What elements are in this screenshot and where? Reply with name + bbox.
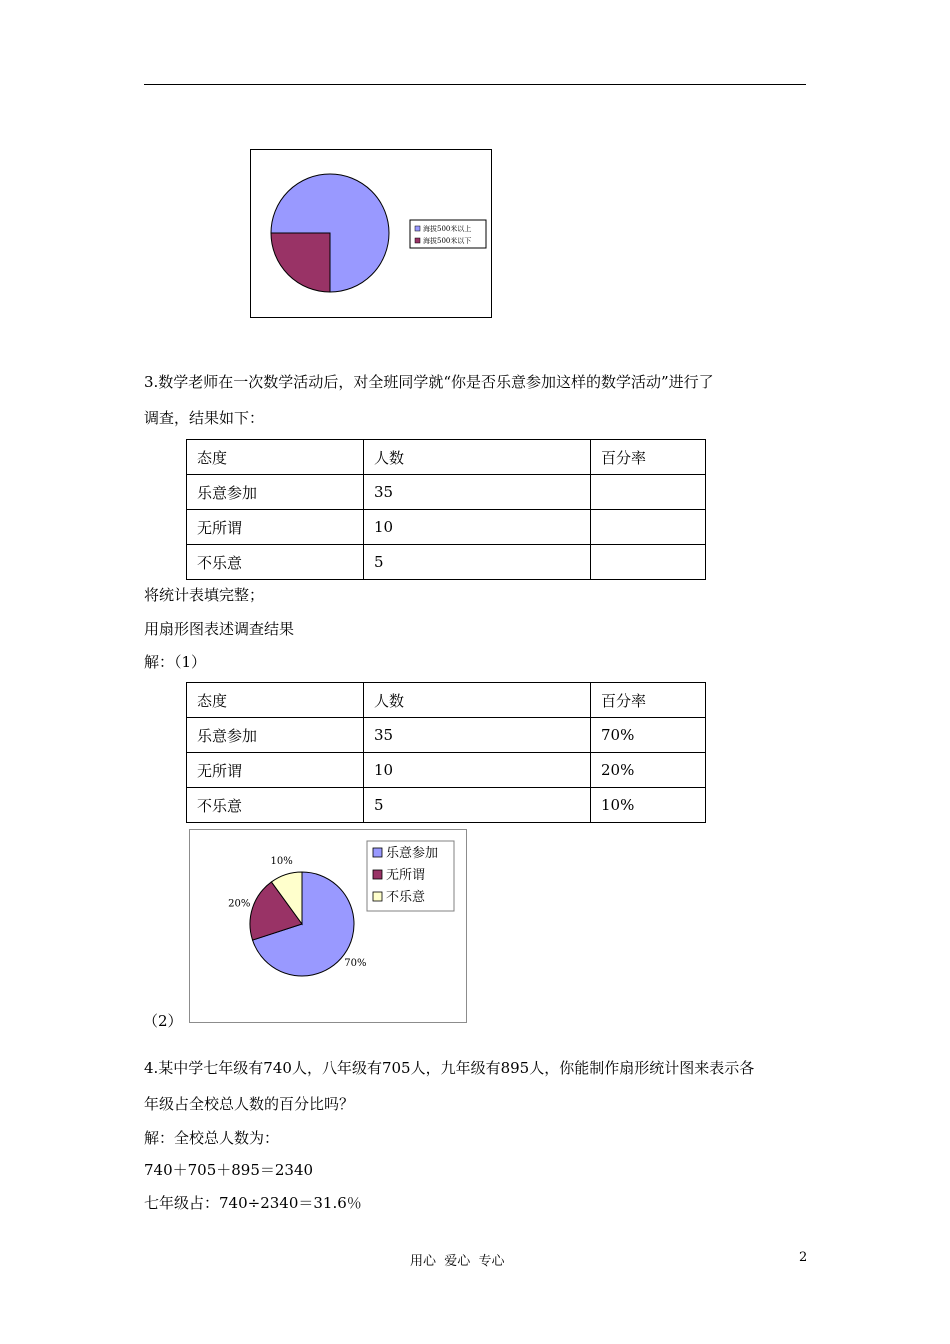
table-row xyxy=(187,718,706,753)
table-row xyxy=(187,510,706,545)
table-cell: 10% xyxy=(591,788,706,823)
legend-swatch xyxy=(373,892,382,901)
pie-slice-below-500 xyxy=(271,233,330,292)
legend-swatch xyxy=(415,238,420,243)
table-header-row xyxy=(187,683,706,718)
table-header-row xyxy=(187,440,706,475)
table-cell: 20% xyxy=(591,753,706,788)
table-cell: 35 xyxy=(364,718,591,753)
q3-table xyxy=(186,439,706,580)
q3-part2-label: （2） xyxy=(143,1012,183,1030)
table-cell: 35 xyxy=(364,475,591,510)
table-row xyxy=(187,545,706,580)
header-attitude: 态度 xyxy=(187,683,364,718)
header-count: 人数 xyxy=(364,683,591,718)
table-cell: 10 xyxy=(364,510,591,545)
header-rule xyxy=(144,84,806,85)
q4-sol3: 七年级占：740÷2340＝31.6％ xyxy=(144,1194,362,1212)
chart-attitude-pie xyxy=(189,829,467,1023)
q4-line2: 年级占全校总人数的百分比吗？ xyxy=(144,1095,355,1113)
table-cell: 70% xyxy=(591,718,706,753)
page-number: 2 xyxy=(799,1250,808,1265)
legend-label: 不乐意 xyxy=(386,890,426,905)
q3-solution-label: 解：（1） xyxy=(144,653,207,671)
table-cell: 5 xyxy=(364,788,591,823)
table-cell: 无所谓 xyxy=(187,753,364,788)
chart-altitude-pie xyxy=(250,149,492,318)
legend-swatch xyxy=(415,226,420,231)
header-count: 人数 xyxy=(364,440,591,475)
chart1-svg xyxy=(251,150,491,317)
q3-task1: 将统计表填完整； xyxy=(144,586,265,604)
data-label: 20% xyxy=(228,898,251,910)
data-label: 10% xyxy=(270,856,293,868)
table-cell xyxy=(591,510,706,545)
q3-line1: 3.数学老师在一次数学活动后，对全班同学就“你是否乐意参加这样的数学活动”进行了 xyxy=(144,373,714,391)
q4-sol1: 解：全校总人数为： xyxy=(144,1129,280,1147)
legend-swatch xyxy=(373,870,382,879)
table-cell xyxy=(591,545,706,580)
header-percent: 百分率 xyxy=(591,683,706,718)
chart2-svg xyxy=(190,830,466,1022)
q3-task2: 用扇形图表述调查结果 xyxy=(144,620,295,638)
q4-line1: 4.某中学七年级有740人，八年级有705人，九年级有895人，你能制作扇形统计图来表示各 xyxy=(144,1059,755,1077)
q3-solution-table xyxy=(186,682,706,823)
footer-center: 用心 爱心 专心 xyxy=(410,1254,505,1269)
q4-sol2: 740＋705＋895＝2340 xyxy=(144,1161,314,1179)
q3-line2: 调查，结果如下： xyxy=(144,409,265,427)
table-cell: 乐意参加 xyxy=(187,475,364,510)
legend-label: 海拔500米以下 xyxy=(423,237,472,245)
data-label: 70% xyxy=(344,957,367,969)
table-cell: 不乐意 xyxy=(187,545,364,580)
legend-label: 无所谓 xyxy=(386,868,426,883)
table-row xyxy=(187,788,706,823)
table-cell: 乐意参加 xyxy=(187,718,364,753)
table-cell: 10 xyxy=(364,753,591,788)
table-cell: 5 xyxy=(364,545,591,580)
header-attitude: 态度 xyxy=(187,440,364,475)
legend-label: 海拔500米以上 xyxy=(423,225,472,233)
legend-swatch xyxy=(373,848,382,857)
table-row xyxy=(187,475,706,510)
table-cell: 不乐意 xyxy=(187,788,364,823)
header-percent: 百分率 xyxy=(591,440,706,475)
table-row xyxy=(187,753,706,788)
table-cell xyxy=(591,475,706,510)
table-cell: 无所谓 xyxy=(187,510,364,545)
legend-label: 乐意参加 xyxy=(386,846,439,861)
